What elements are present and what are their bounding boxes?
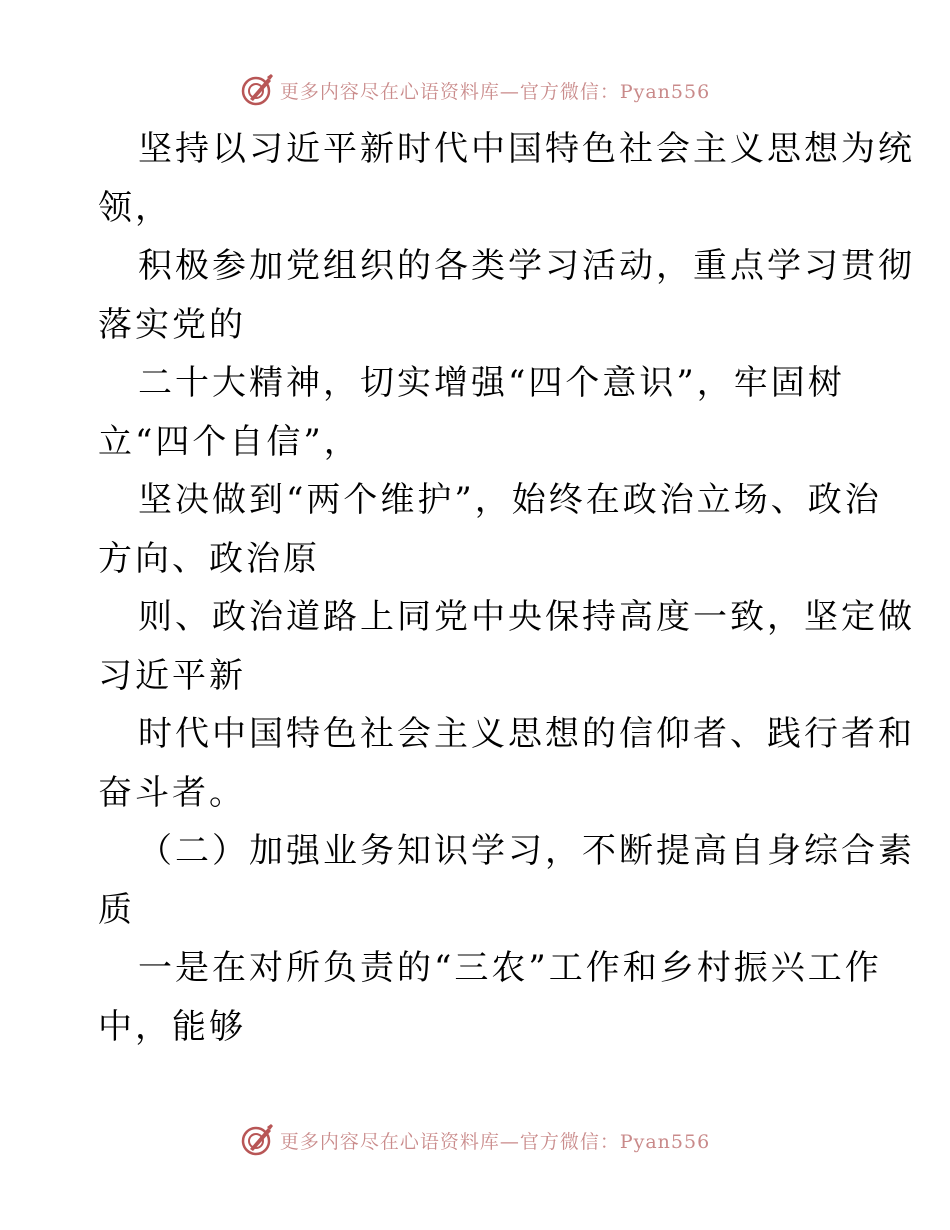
text-line: 奋斗者。 <box>98 772 246 813</box>
header-watermark <box>0 70 950 110</box>
text-line: 则、政治道路上同党中央保持高度一致，坚定做 <box>138 597 915 637</box>
text-line: 坚决做到“两个维护”，始终在政治立场、政治 <box>138 480 882 520</box>
text-line: 积极参加党组织的各类学习活动，重点学习贯彻 <box>138 246 915 286</box>
watermark-text: 更多内容尽在心语资料库—官方微信：Pyan556 <box>279 80 711 103</box>
watermark-group <box>240 1123 710 1157</box>
text-line: 一是在对所负责的“三农”工作和乡村振兴工作 <box>138 948 882 988</box>
watermark-text: 更多内容尽在心语资料库—官方微信：Pyan556 <box>279 1130 711 1153</box>
text-line: 质 <box>98 889 135 930</box>
pen-logo-icon <box>240 73 274 107</box>
text-line: 中，能够 <box>98 1006 246 1047</box>
watermark-group <box>240 73 710 107</box>
text-line: 方向、政治原 <box>98 538 320 579</box>
text-line: 时代中国特色社会主义思想的信仰者、践行者和 <box>138 714 915 754</box>
text-line: 坚持以习近平新时代中国特色社会主义思想为统 <box>138 129 915 169</box>
text-line: 领， <box>98 187 172 228</box>
pen-logo-icon <box>240 1123 274 1157</box>
text-line: 二十大精神，切实增强“四个意识”，牢固树 <box>138 363 845 403</box>
text-line: （二）加强业务知识学习，不断提高自身综合素 <box>138 831 915 871</box>
text-line: 习近平新 <box>98 655 246 696</box>
footer-watermark <box>0 1120 950 1160</box>
text-line: 落实党的 <box>98 304 246 345</box>
text-line: 立“四个自信”， <box>98 421 361 462</box>
document-body <box>98 120 915 1056</box>
